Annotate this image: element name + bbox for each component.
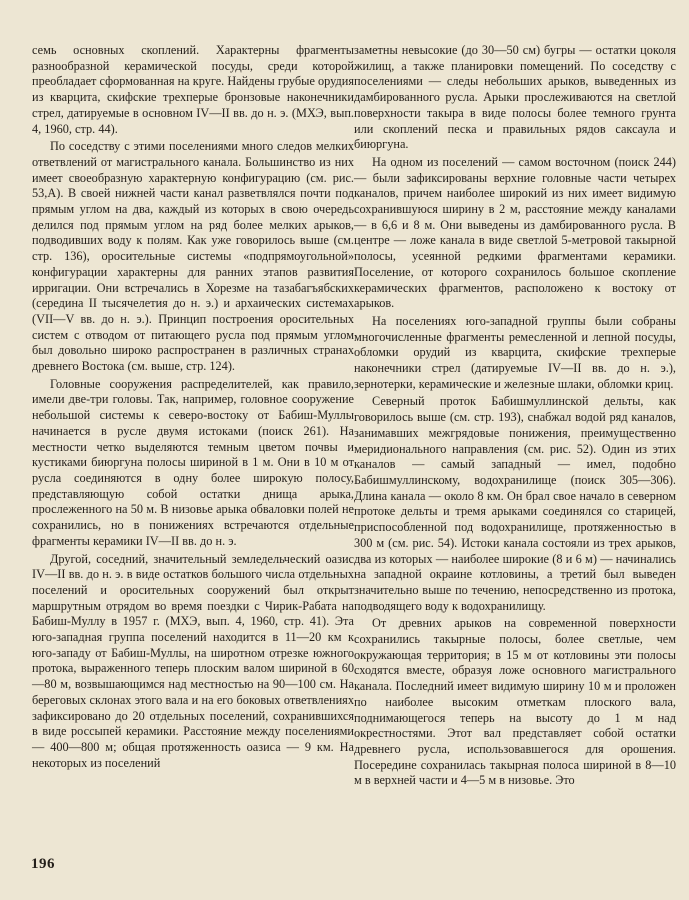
paragraph: заметны невысокие (до 30—50 см) бугры — остатки цоколя жилищ, а также планировки помещений. По соседству с поселениями — следы небольших арыков, выведенных из дамбированного русла. Арыки прослеживаются на светлой поверхности такыра в виде полосы более темного грунта или скоплений песка и правильных рядов саксаула и биюргуна.	[354, 43, 676, 152]
page-number: 196	[31, 856, 55, 872]
paragraph: На поселениях юго-западной группы были собраны многочисленные фрагменты ремесленной и лепной посуды, обломки орудий из кварцита, скифские трехперые наконечники стрел (датируемые IV—II вв. до н. э.), зернотерки, керамические и железные шлаки, обломки криц.	[354, 313, 676, 391]
right-text-column	[354, 43, 676, 789]
paragraph: Северный проток Бабишмуллинской дельты, как говорилось выше (см. стр. 193), снабжал водой ряд каналов, занимавших межгрядовые понижения, преимущественно меридионального направления (см. рис. 52). Один из этих каналов — самый западный — имел, подобно Бабишмуллинскому, водохранилище (поиск 305—306). Длина канала — около 8 км. Он брал свое начало в северном протоке дельты и тремя арыками соединялся со старицей, приспособленной под водохранилище, протяженностью в 300 м (см. рис. 54). Истоки канала состояли из трех арыков, два из которых — наиболее широкие (8 и 6 м) — начинались на западной окраине котловины, а третий был выведен значительно выше по течению, непосредственно из протока, подводящего воду к водохранилищу.	[354, 394, 676, 613]
left-text-column	[32, 43, 354, 771]
paragraph: По соседству с этими поселениями много следов мелких ответвлений от магистрального канала. Большинство из них имеет своеобразную характерную конфигурацию (см. рис. 53,А). В своей нижней части канал разветвлялся почти под прямым углом на два, каждый из которых в свою очередь делился под прямым углом на ряд более мелких арыков, подводивших воду к полям. Как уже говорилось выше (см. стр. 136), оросительные системы «подпрямоугольной» конфигурации характерны для ранних этапов развития ирригации. Они встречались в Хорезме на тазабагъябских (середина II тысячелетия до н. э.) и архаических системах (VII—V вв. до н. э.). Принцип построения оросительных систем с отводом от питающего русла под прямым углом был довольно широко распространен в различных странах древнего Востока (см. выше, стр. 124).	[32, 139, 354, 374]
paragraph: Другой, соседний, значительный земледельческий оазис IV—II вв. до н. э. в виде остатков большого числа отдельных поселений и оросительных сооружений был открыт маршрутным отрядом во время поездки с Чирик-Рабата на Бабиш-Муллу в 1957 г. (МХЭ, вып. 4, 1960, стр. 41). Эта юго-западная группа поселений находится в 11—20 км к юго-западу от Бабиш-Муллы, на широтном отрезке южного протока, выраженного теперь плоским валом шириной в 60—80 м, возвышающимся над местностью на 90—100 см. На береговых склонах этого вала и на его боковых ответвлениях зафиксировано до 20 отдельных поселений, сохранившихся в виде россыпей керамики. Расстояние между поселениями — 400—800 м; общая протяженность оазиса — 9 км. На некоторых из поселений	[32, 551, 354, 770]
paragraph: От древних арыков на современной поверхности сохранились такырные полосы, более светлые, чем окружающая территория; в 15 м от котловины эти полосы сходятся вместе, образуя ложе основного магистрального канала. Последний имеет видимую ширину 10 м и проложен по наиболее высоким отметкам плоского вала, поднимающегося теперь на высоту до 1 м над окрестностями. Этот вал представляет собой остатки древнего русла, использовавшегося для орошения. Посередине сохранилась такырная полоса шириной в 8—10 м в верхней части и 4—5 м в низовье. Это	[354, 616, 676, 788]
paragraph: Головные сооружения распределителей, как правило, имели две-три головы. Так, например, головное сооружение небольшой системы к северо-востоку от Бабиш-Муллы начинается в русле двумя истоками (поиск 261). На местности четко выделяются темным цветом почвы и кустиками биюргуна полосы шириной в 1 м. Они в 10 м от русла соединяются в одну более широкую полосу, представляющую собой остатки днища арыка, прослеженного на 50 м. В низовье арыка обваловки полей не сохранились, но в понижениях встречаются отдельные фрагменты керамики IV—II вв. до н. э.	[32, 376, 354, 548]
paragraph: На одном из поселений — самом восточном (поиск 244) — были зафиксированы верхние головные части четырех каналов, причем наиболее широкий из них имеет видимую сохранившуюся ширину в 2 м, расстояние между каналами — в 6,6 и 8 м. Они выведены из дамбированного русла. В центре — ложе канала в виде светлой 5-метровой такырной полосы, усеянной редкими фрагментами керамики. Поселение, от которого сохранилось большое скопление керамических фрагментов, расположено к востоку от арыков.	[354, 154, 676, 311]
paragraph: семь основных скоплений. Характерны фрагменты разнообразной керамической посуды, среди которой преобладает сформованная на круге. Найдены грубые орудия из кварцита, скифские трехперые бронзовые наконечники стрел, датируемые в основном IV—II вв. до н. э. (МХЭ, вып. 4, 1960, стр. 44).	[32, 43, 354, 136]
